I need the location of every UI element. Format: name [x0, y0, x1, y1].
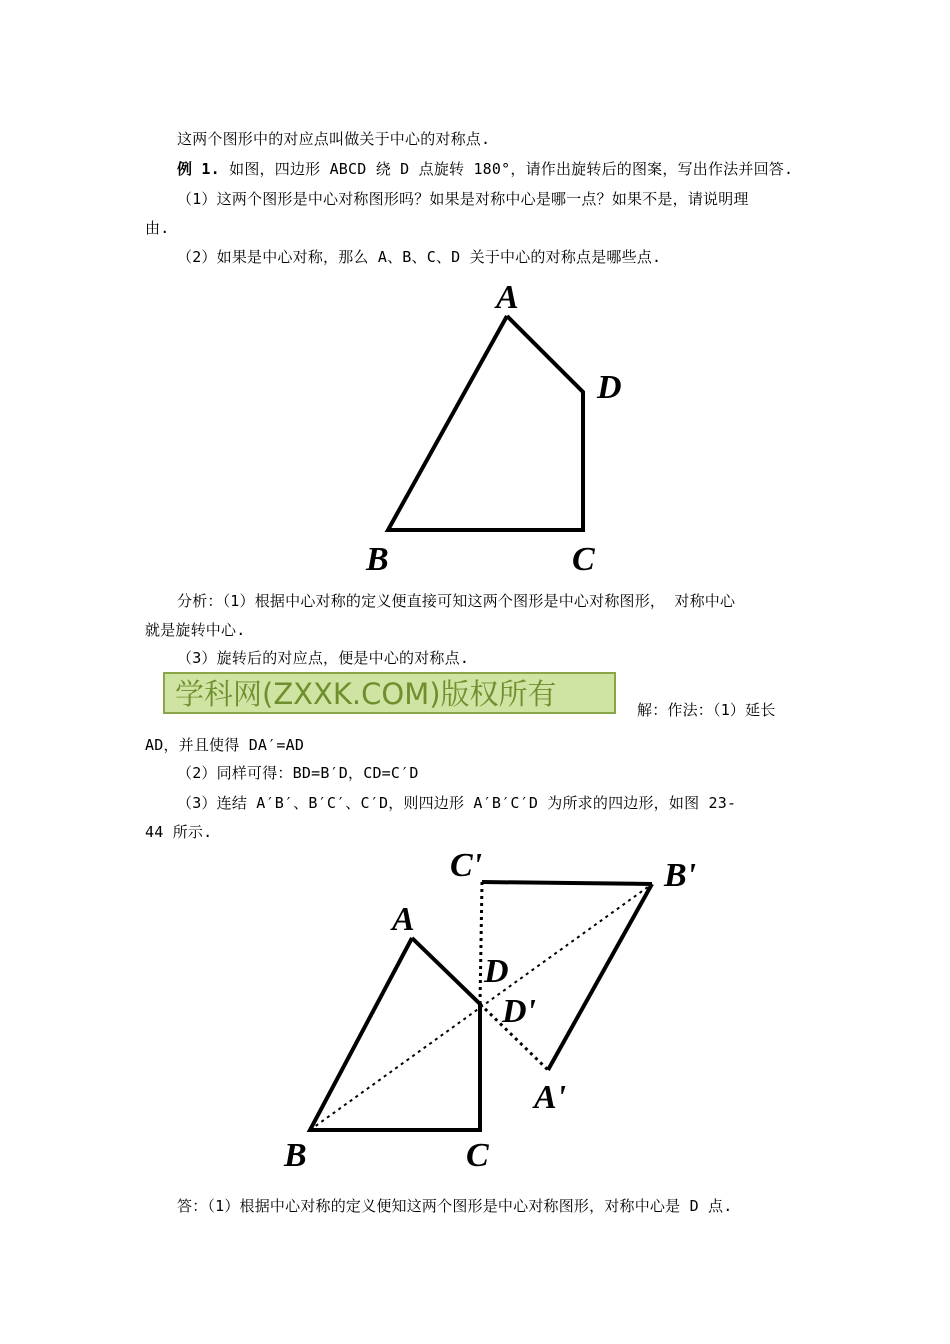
solution-line-b: AD，并且使得 DA′=AD: [145, 736, 305, 754]
rotated-side-c2-b2: [482, 882, 652, 884]
analysis-line-3: （3）旋转后的对应点，便是中心的对称点.: [177, 649, 470, 667]
example-line: [177, 159, 793, 179]
question-2-line: （2）如果是中心对称，那么 A、B、C、D 关于中心的对称点是哪些点.: [177, 248, 662, 266]
label-c: C: [466, 1137, 489, 1174]
label-a: A: [392, 901, 415, 938]
watermark-text: 学科网(ZXXK.COM)版权所有: [175, 677, 557, 711]
label-d: D: [597, 369, 622, 406]
label-a-prime: A': [534, 1079, 567, 1116]
answer-line: 答：（1）根据中心对称的定义便知这两个图形是中心对称图形，对称中心是 D 点.: [177, 1197, 733, 1215]
label-b-prime: B': [664, 857, 697, 894]
example-label: 例 1.: [177, 160, 220, 178]
figure-quadrilateral-abcd: [360, 278, 660, 578]
step-3-line-b: 44 所示.: [145, 823, 213, 841]
quadrilateral-outline: [388, 316, 583, 530]
rotated-side-b2-a2: [548, 884, 652, 1070]
dotted-c2-d: [480, 882, 482, 1004]
analysis-line-a: 分析：（1）根据中心对称的定义便直接可知这两个图形是中心对称图形， 对称中心: [177, 592, 736, 610]
text-line-1: 这两个图形中的对应点叫做关于中心的对称点.: [177, 130, 491, 148]
label-c-prime: C': [450, 847, 483, 884]
solution-line-a: 解：作法：（1）延长: [637, 701, 776, 719]
label-b: B: [366, 541, 389, 578]
step-3-line-a: （3）连结 A′B′、B′C′、C′D，则四边形 A′B′C′D 为所求的四边形，如图 23-: [177, 794, 737, 812]
watermark-banner: [163, 672, 616, 714]
question-1-line-b: 由.: [145, 219, 170, 237]
figure-central-symmetry: [270, 842, 720, 1182]
label-d-prime: D': [502, 993, 536, 1030]
label-a: A: [496, 279, 519, 316]
example-text: 如图，四边形 ABCD 绕 D 点旋转 180°，请作出旋转后的图案，写出作法并回答.: [229, 160, 794, 178]
label-b: B: [284, 1137, 307, 1174]
step-2-line: （2）同样可得：BD=B′D，CD=C′D: [177, 764, 419, 782]
label-d: D: [484, 953, 509, 990]
label-c: C: [572, 541, 595, 578]
question-1-line-a: （1）这两个图形是中心对称图形吗？如果是对称中心是哪一点？如果不是，请说明理: [177, 190, 749, 208]
analysis-line-b: 就是旋转中心.: [145, 621, 246, 639]
original-quadrilateral: [310, 938, 480, 1130]
